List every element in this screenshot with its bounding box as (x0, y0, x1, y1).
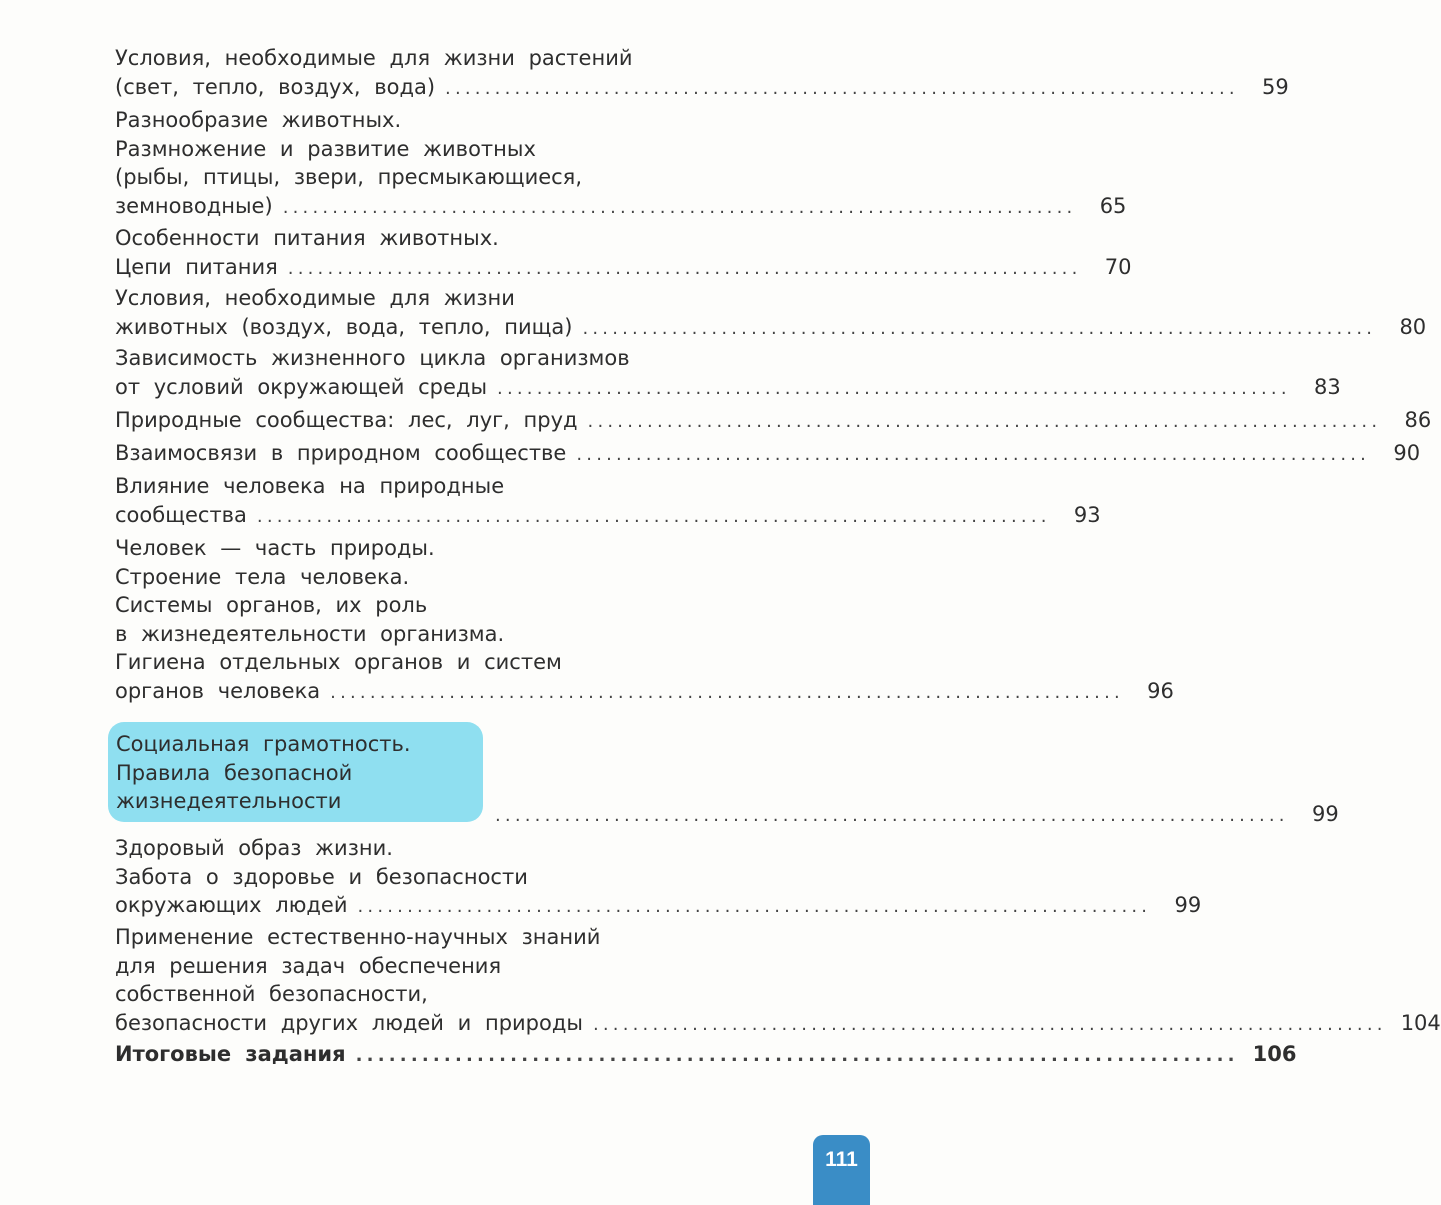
toc-page-number: 99 (1174, 893, 1202, 918)
toc-entry-last-line (115, 406, 1432, 435)
toc-entry-title: (рыбы, птицы, звери, пресмыкающиеся, (115, 165, 582, 190)
dot-leader: ................................................................................ (592, 1013, 1387, 1035)
toc-entry-title: собственной безопасности, (115, 982, 428, 1007)
toc-entry-title: Зависимость жизненного цикла организмов (115, 346, 630, 370)
dot-leader: ................................................................................ (445, 77, 1239, 99)
toc-page-number: 59 (1262, 74, 1289, 99)
toc-entry[interactable] (115, 472, 1101, 529)
toc-entry-last-line (115, 192, 1127, 221)
toc-entry-last-line (115, 501, 1101, 530)
toc-entry-title: Строение тела человека. (115, 564, 410, 589)
toc-entry[interactable] (115, 224, 1132, 281)
toc-page-number: 106 (1252, 1042, 1297, 1066)
toc-entry[interactable] (115, 284, 1427, 341)
toc-entry-title: Размножение и развитие животных (115, 136, 536, 161)
toc-entry-last-line (115, 1009, 1441, 1038)
dot-leader: ................................................................................ (282, 196, 1077, 218)
toc-entry-title: земноводные) (115, 193, 273, 218)
toc-entry-last-line (115, 73, 1289, 102)
toc-entry-title: Влияние человека на природные (115, 474, 505, 498)
dot-leader: ................................................................................ (256, 505, 1051, 527)
toc-page-number: 86 (1404, 408, 1432, 432)
toc-entry-title: Здоровый образ жизни. (115, 836, 393, 860)
toc-entry-title: Забота о здоровье и безопасности (115, 864, 528, 889)
dot-leader: ................................................................................ (355, 1045, 1239, 1066)
toc-entry-title: в жизнедеятельности организма. (115, 621, 505, 646)
toc-entry-title: животных (воздух, вода, тепло, пища) (115, 314, 573, 339)
dot-leader: ................................................................................ (497, 377, 1291, 399)
toc-page-number: 93 (1073, 502, 1101, 527)
toc-page-number: 83 (1314, 374, 1341, 399)
toc-entry-last-line (115, 253, 1132, 282)
toc-entry-title: безопасности других людей и природы (115, 1010, 583, 1035)
toc-entry[interactable] (115, 534, 1174, 706)
toc-entry-last-line (115, 439, 1421, 468)
dot-leader: ................................................................................ (330, 681, 1124, 703)
page-number-badge: 111 (813, 1135, 870, 1205)
toc-entry-title: Условия, необходимые для жизни (115, 286, 515, 310)
toc-entry-title: Природные сообщества: лес, луг, пруд (115, 408, 578, 432)
toc-entry-title: от условий окружающей среды (115, 374, 488, 399)
toc-entry[interactable] (115, 800, 1339, 829)
toc-entry[interactable] (115, 439, 1421, 468)
toc-entry-last-line (115, 1040, 1297, 1069)
toc-entry[interactable] (115, 406, 1432, 435)
toc-entry-last-line (115, 373, 1341, 402)
toc-entry-title: Условия, необходимые для жизни растений (115, 46, 633, 70)
toc-entry-last-line (115, 313, 1427, 342)
toc-entry-title: Цепи питания (115, 254, 278, 279)
section-heading-line: жизнедеятельности (116, 789, 342, 814)
toc-entry-last-line (115, 677, 1174, 706)
toc-entry-title: сообщества (115, 502, 247, 527)
section-heading-line: Правила безопасной (116, 760, 353, 785)
toc-entry-title: окружающих людей (115, 893, 348, 918)
toc-entry[interactable] (115, 923, 1441, 1037)
toc-entry-title: Системы органов, их роль (115, 593, 428, 618)
dot-leader: ................................................................................ (495, 805, 1289, 826)
toc-entry[interactable] (115, 834, 1202, 920)
toc-entry-title: Применение естественно-научных знаний (115, 925, 601, 949)
toc-entry-title: Особенности питания животных. (115, 226, 499, 250)
toc-entry[interactable] (115, 344, 1341, 401)
toc-entry-title: Человек — часть природы. (115, 536, 435, 560)
toc-entry-last-line (115, 800, 1339, 829)
dot-leader: ................................................................................ (287, 257, 1082, 279)
dot-leader: ................................................................................ (587, 411, 1382, 432)
toc-entry[interactable] (115, 106, 1127, 220)
dot-leader: ................................................................................ (582, 317, 1377, 339)
toc-page-number: 70 (1104, 254, 1132, 279)
toc-page-number: 99 (1312, 802, 1339, 826)
toc-entry-title: органов человека (115, 678, 321, 703)
toc-entry[interactable] (115, 1040, 1297, 1069)
toc-page-number: 104 (1400, 1010, 1441, 1035)
toc-entry-title: Разнообразие животных. (115, 108, 402, 132)
toc-page-number: 65 (1099, 193, 1127, 218)
toc-entry-title: (свет, тепло, воздух, вода) (115, 74, 436, 99)
toc-entry[interactable] (115, 44, 1289, 101)
toc-page-number: 90 (1393, 441, 1421, 465)
dot-leader: ................................................................................ (576, 444, 1371, 465)
toc-entry-title: Взаимосвязи в природном сообществе (115, 441, 567, 465)
toc-entry-title: Гигиена отдельных органов и систем (115, 650, 562, 675)
toc-entry-title: Итоговые задания (115, 1042, 346, 1066)
toc-entry-last-line (115, 891, 1202, 920)
toc-page-number: 80 (1399, 314, 1427, 339)
toc-page-number: 96 (1147, 678, 1174, 703)
dot-leader: ................................................................................ (357, 896, 1152, 918)
section-heading-line: Социальная грамотность. (116, 732, 411, 756)
toc-entry-title: для решения задач обеспечения (115, 953, 502, 978)
